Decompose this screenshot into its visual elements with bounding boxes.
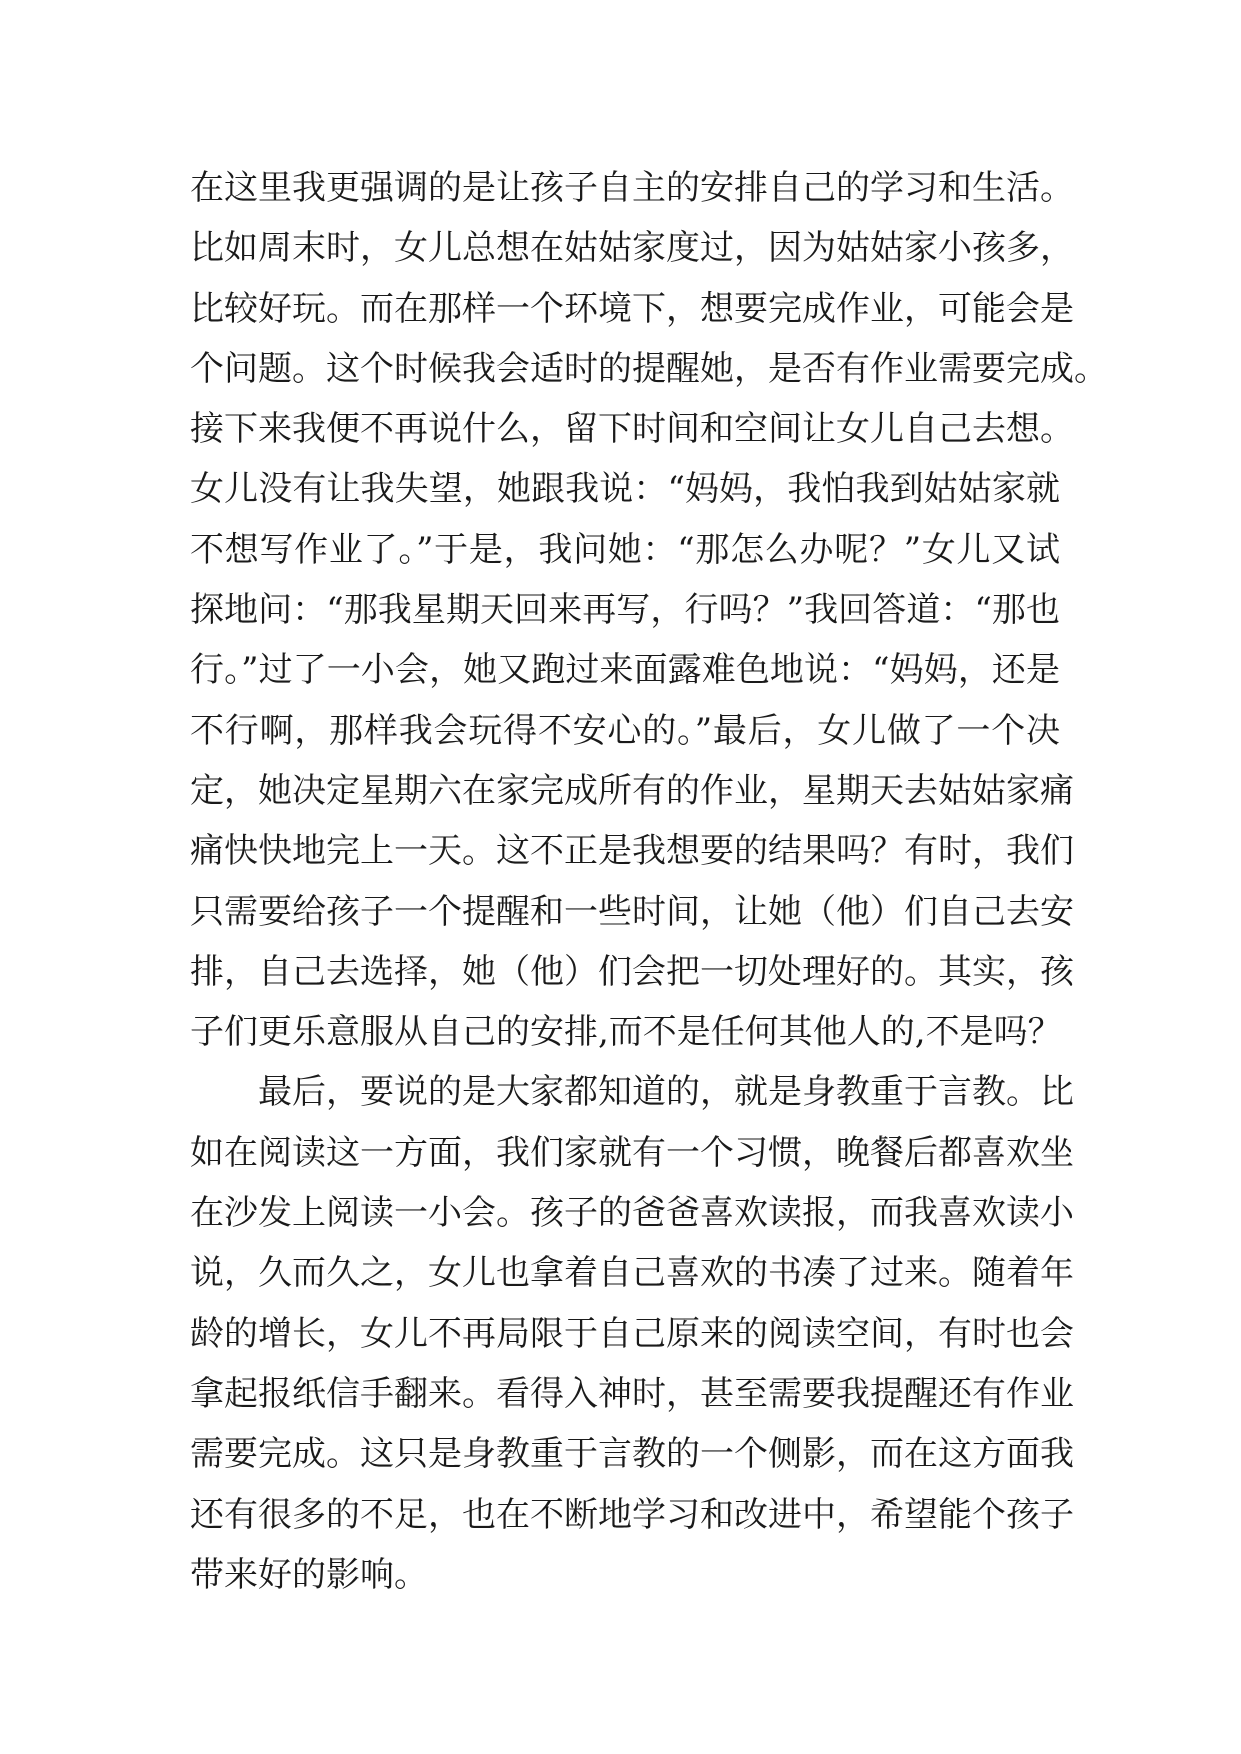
text-line: 需要完成。这只是身教重于言教的一个侧影，而在这方面我 xyxy=(190,1434,1074,1475)
text-line: 比较好玩。而在那样一个环境下，想要完成作业，可能会是 xyxy=(190,288,1074,329)
text-line: 行。”过了一小会，她又跑过来面露难色地说：“妈妈，还是 xyxy=(190,650,1060,691)
text-line: 说，久而久之，女儿也拿着自己喜欢的书凑了过来。随着年 xyxy=(190,1253,1074,1294)
text-line: 还有很多的不足，也在不断地学习和改进中，希望能个孩子 xyxy=(190,1494,1074,1535)
text-line: 女儿没有让我失望，她跟我说：“妈妈，我怕我到姑姑家就 xyxy=(190,469,1060,510)
text-line: 龄的增长，女儿不再局限于自己原来的阅读空间，有时也会 xyxy=(190,1313,1074,1354)
text-line: 在沙发上阅读一小会。孩子的爸爸喜欢读报，而我喜欢读小 xyxy=(190,1193,1074,1234)
text-line: 排，自己去选择，她（他）们会把一切处理好的。其实，孩 xyxy=(190,951,1074,992)
text-line: 定，她决定星期六在家完成所有的作业，星期天去姑姑家痛 xyxy=(190,770,1074,811)
text-line: 拿起报纸信手翻来。看得入神时，甚至需要我提醒还有作业 xyxy=(190,1373,1074,1414)
text-line: 不行啊，那样我会玩得不安心的。”最后，女儿做了一个决 xyxy=(190,710,1060,751)
text-line: 个问题。这个时候我会适时的提醒她，是否有作业需要完成。 xyxy=(190,348,1108,389)
text-line: 在这里我更强调的是让孩子自主的安排自己的学习和生活。 xyxy=(190,168,1074,208)
text-line: 如在阅读这一方面，我们家就有一个习惯，晚餐后都喜欢坐 xyxy=(190,1132,1074,1173)
text-line: 只需要给孩子一个提醒和一些时间，让她（他）们自己去安 xyxy=(190,891,1074,932)
text-line: 子们更乐意服从自己的安排,而不是任何其他人的,不是吗？ xyxy=(190,1012,1062,1053)
body-text xyxy=(190,158,1108,1605)
paragraph-first-line: 最后，要说的是大家都知道的，就是身教重于言教。比 xyxy=(258,1072,1074,1113)
text-line: 比如周末时，女儿总想在姑姑家度过，因为姑姑家小孩多， xyxy=(190,228,1074,269)
text-line: 痛快快地完上一天。这不正是我想要的结果吗？有时，我们 xyxy=(190,831,1074,872)
text-line: 探地问：“那我星期天回来再写，行吗？”我回答道：“那也 xyxy=(190,590,1060,631)
text-line: 接下来我便不再说什么，留下时间和空间让女儿自己去想。 xyxy=(190,409,1074,450)
text-line: 不想写作业了。”于是，我问她：“那怎么办呢？”女儿又试 xyxy=(190,529,1060,570)
text-line: 带来好的影响。 xyxy=(190,1554,428,1595)
